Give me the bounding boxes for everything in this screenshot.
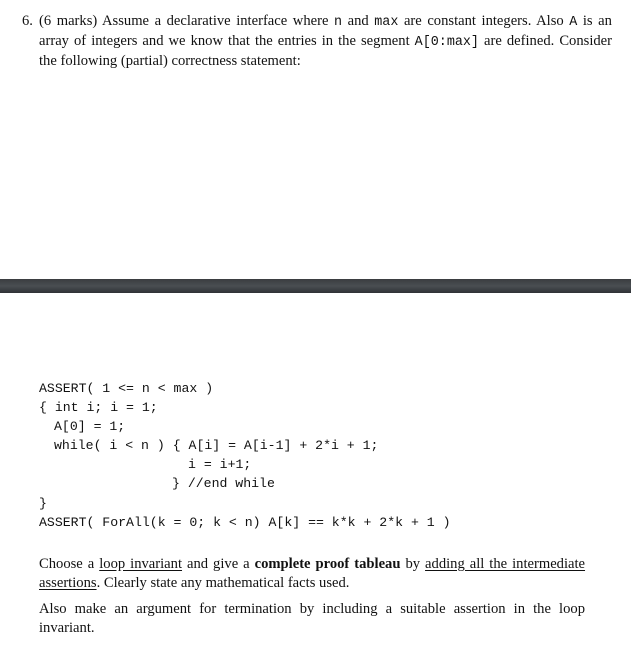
problem-number: 6.	[22, 13, 33, 29]
sentence3: Consider the following (partial) correctness statement:	[39, 33, 613, 69]
sentence1-b: are constant integers. Also	[403, 13, 564, 29]
question-paragraph-2: Also make an argument for termination by including a suitable assertion in the loop invariant.	[39, 601, 585, 636]
q1-text-a: Choose a	[39, 556, 95, 572]
question-paragraph-1	[39, 555, 585, 593]
q1-text-d: . Clearly state any mathematical facts used.	[96, 575, 350, 591]
sentence1-a: Assume a declarative interface where	[102, 13, 329, 29]
code-line-postcondition: ASSERT( ForAll(k = 0; k < n) A[k] == k*k + 2*k + 1 )	[39, 515, 451, 530]
segment: A[0:max]	[414, 35, 479, 50]
code-line-increment: i = i+1;	[188, 457, 252, 472]
q1-adding-assertions: adding all the intermediate assertions	[39, 556, 586, 591]
word-and: and	[347, 13, 369, 29]
q1-proof-tableau: complete proof tableau	[254, 556, 401, 572]
problem-marks: (6 marks)	[39, 13, 98, 29]
var-n: n	[334, 15, 343, 30]
code-line-end-while: } //end while	[172, 476, 275, 491]
code-line-precondition: ASSERT( 1 <= n < max )	[39, 381, 214, 396]
sentence2-a: is an array of integers and we know that the entries in the segment	[39, 13, 612, 49]
q1-loop-invariant: loop invariant	[99, 556, 183, 572]
page-divider-band	[0, 279, 631, 293]
problem-text	[39, 12, 612, 71]
problem-statement	[22, 12, 612, 71]
sentence2-b: are defined.	[484, 33, 555, 49]
code-line-close-brace: }	[39, 496, 47, 511]
code-line-init-a0: A[0] = 1;	[54, 419, 126, 434]
code-line-declare: { int i; i = 1;	[39, 400, 158, 415]
code-line-while: while( i < n ) { A[i] = A[i-1] + 2*i + 1;	[54, 438, 379, 453]
q1-text-b: and give a	[187, 556, 250, 572]
q1-text-c: by	[405, 556, 421, 572]
var-max: max	[374, 15, 399, 30]
var-a: A	[569, 15, 578, 30]
